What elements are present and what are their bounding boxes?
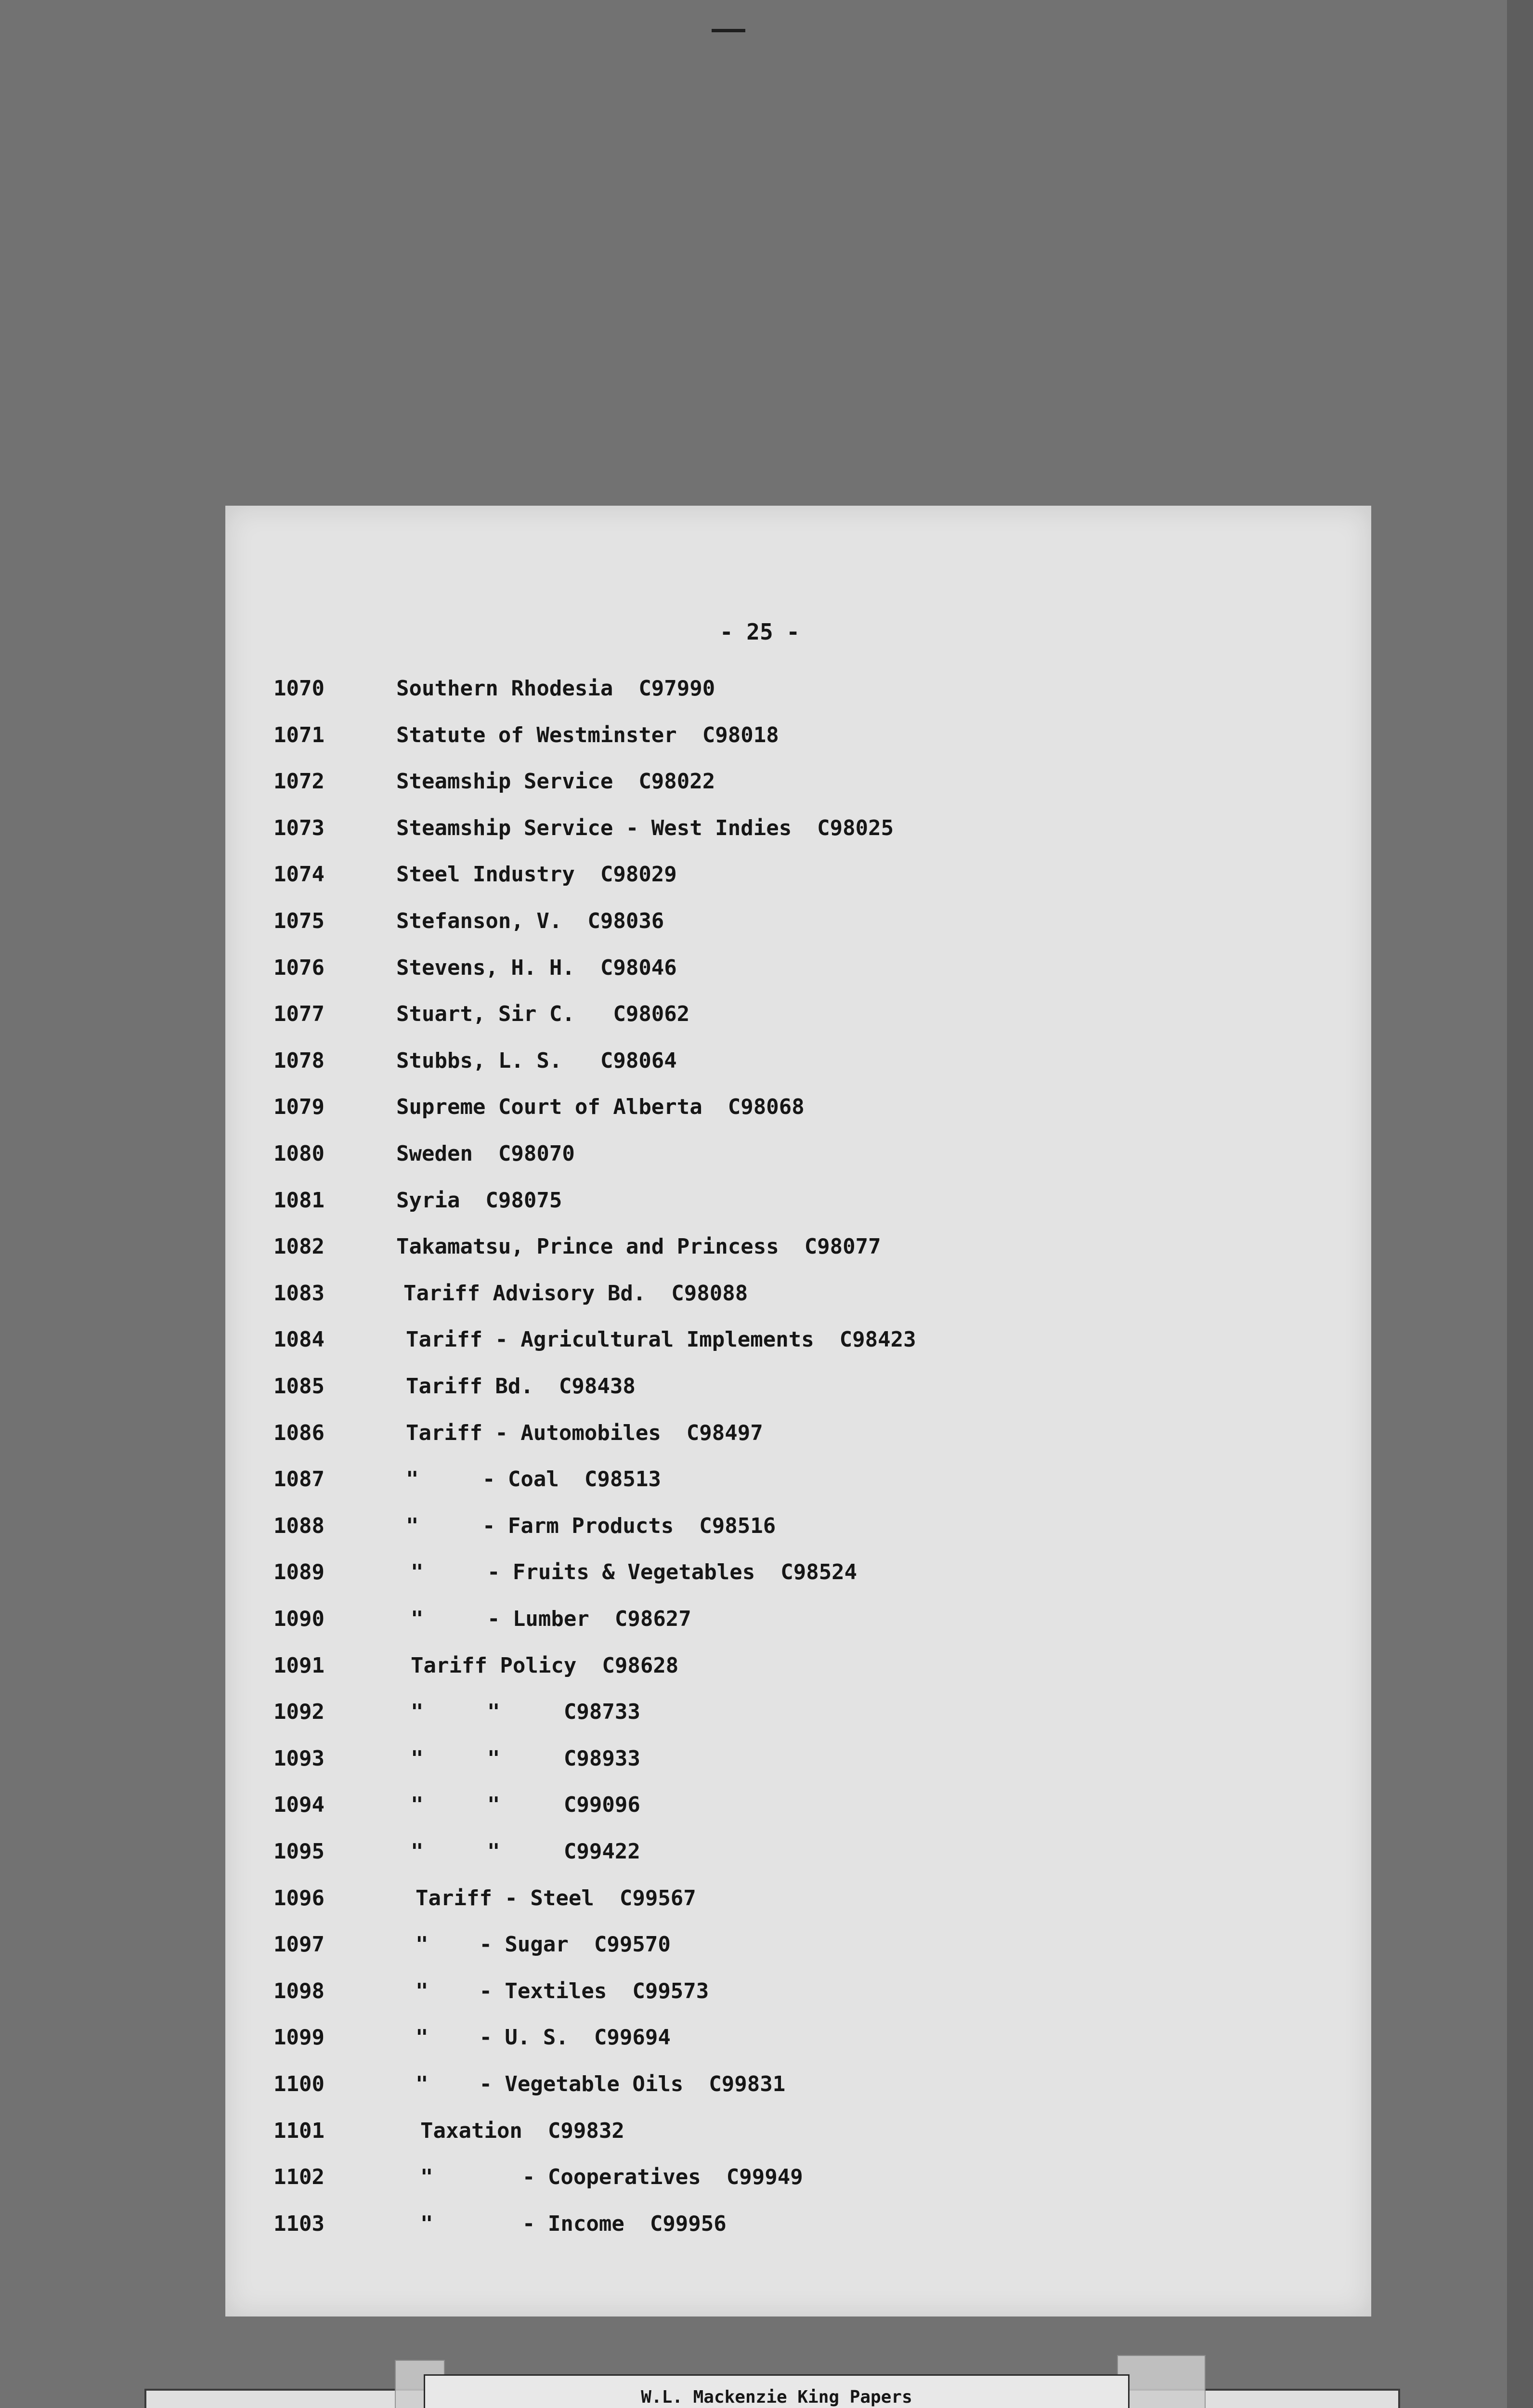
entry-row [225,811,1371,856]
entry-text: " - U. S. C99694 [416,2025,671,2050]
entry-text: Tariff Policy C98628 [411,1653,679,1678]
entry-number: 1097 [273,1932,325,1957]
entry-row [225,997,1371,1042]
entry-row [225,1788,1371,1832]
entry-text: Tariff Advisory Bd. C98088 [403,1281,748,1306]
entry-text: Tariff Bd. C98438 [406,1374,636,1399]
right-edge-strip [1507,0,1533,2408]
entry-row [225,1090,1371,1135]
entry-text: Tariff - Automobiles C98497 [406,1420,763,1445]
entry-number: 1075 [273,909,325,933]
entry-number: 1084 [273,1327,325,1352]
entry-text: Tariff - Steel C99567 [416,1885,696,1911]
entry-number: 1086 [273,1420,325,1445]
entry-row [225,1975,1371,2019]
entry-row [225,1370,1371,1414]
entry-text: " - Farm Products C98516 [406,1513,776,1538]
entry-number: 1103 [273,2211,325,2236]
entry-text: Stubbs, L. S. C98064 [396,1048,677,1073]
entry-row [225,2207,1371,2251]
entry-number: 1080 [273,1141,325,1166]
entry-text: Takamatsu, Prince and Princess C98077 [396,1234,881,1259]
entry-number: 1091 [273,1653,325,1678]
page-number: - 25 - [719,619,800,645]
entry-row [225,1882,1371,1926]
entry-number: 1071 [273,722,325,747]
collection-label [424,2374,1130,2408]
entry-row [225,1463,1371,1507]
entry-number: 1076 [273,955,325,980]
entry-text: Steamship Service - West Indies C98025 [396,815,894,840]
entry-number: 1072 [273,769,325,794]
entry-number: 1102 [273,2165,325,2190]
entry-text: Taxation C99832 [420,2118,624,2143]
entry-row [225,2160,1371,2205]
tape-right [1117,2355,1206,2408]
entry-row [225,1695,1371,1740]
entry-number: 1082 [273,1234,325,1259]
entry-row [225,1928,1371,1972]
entry-number: 1078 [273,1048,325,1073]
entry-row [225,2114,1371,2159]
entry-text: " - Sugar C99570 [416,1932,671,1957]
entry-text: " " C98733 [411,1700,640,1725]
entry-row [225,1277,1371,1321]
entry-row [225,1602,1371,1647]
entry-number: 1073 [273,815,325,840]
entry-row [225,1649,1371,1693]
entry-number: 1098 [273,1978,325,2003]
collection-label-line-1: W.L. Mackenzie King Papers [641,2387,912,2407]
entry-number: 1101 [273,2118,325,2143]
entry-number: 1095 [273,1839,325,1864]
entry-number: 1079 [273,1095,325,1120]
entry-number: 1094 [273,1793,325,1818]
entry-row [225,1835,1371,1879]
entry-text: " - Vegetable Oils C99831 [416,2072,786,2096]
entry-number: 1093 [273,1746,325,1771]
entry-number: 1087 [273,1467,325,1492]
entry-row [225,1230,1371,1274]
entry-text: " " C99422 [411,1839,640,1864]
entry-row [225,1416,1371,1461]
entry-number: 1090 [273,1607,325,1631]
entry-text: Statute of Westminster C98018 [396,722,779,747]
entry-row [225,904,1371,949]
entry-number: 1100 [273,2072,325,2096]
entry-text: Supreme Court of Alberta C98068 [396,1095,805,1120]
entry-row [225,951,1371,995]
entry-row [225,1323,1371,1367]
entry-text: " - Coal C98513 [406,1467,661,1492]
entry-number: 1088 [273,1513,325,1538]
entry-row [225,2021,1371,2065]
top-mark [712,29,745,32]
entry-number: 1081 [273,1188,325,1213]
entry-row [225,1742,1371,1786]
entry-row [225,1509,1371,1554]
entry-row [225,719,1371,763]
entry-row [225,765,1371,809]
entry-text: Steel Industry C98029 [396,862,677,887]
entry-row [225,2068,1371,2112]
entry-row [225,1556,1371,1600]
entry-row [225,1137,1371,1181]
entry-number: 1074 [273,862,325,887]
entry-text: " " C99096 [411,1793,640,1818]
entry-number: 1077 [273,1002,325,1027]
entry-row [225,1184,1371,1228]
entry-text: " - Lumber C98627 [411,1607,691,1631]
entry-text: Tariff - Agricultural Implements C98423 [406,1327,916,1352]
entry-text: Steamship Service C98022 [396,769,715,794]
entry-text: " - Cooperatives C99949 [420,2165,803,2190]
entry-text: Stuart, Sir C. C98062 [396,1002,690,1027]
entry-text: Stefanson, V. C98036 [396,909,664,933]
entry-number: 1070 [273,676,325,701]
entry-text: " - Income C99956 [420,2211,727,2236]
entry-number: 1083 [273,1281,325,1306]
entry-row [225,1044,1371,1088]
entry-text: Syria C98075 [396,1188,562,1213]
entry-row [225,858,1371,902]
document-sheet [225,506,1371,2316]
entry-number: 1092 [273,1700,325,1725]
entry-text: " " C98933 [411,1746,640,1771]
entry-text: " - Fruits & Vegetables C98524 [411,1560,857,1585]
entry-text: " - Textiles C99573 [416,1978,709,2003]
entry-number: 1089 [273,1560,325,1585]
entry-row [225,672,1371,716]
entry-number: 1085 [273,1374,325,1399]
entry-number: 1099 [273,2025,325,2050]
entry-text: Stevens, H. H. C98046 [396,955,677,980]
entry-number: 1096 [273,1885,325,1911]
entry-text: Southern Rhodesia C97990 [396,676,715,701]
entry-text: Sweden C98070 [396,1141,575,1166]
